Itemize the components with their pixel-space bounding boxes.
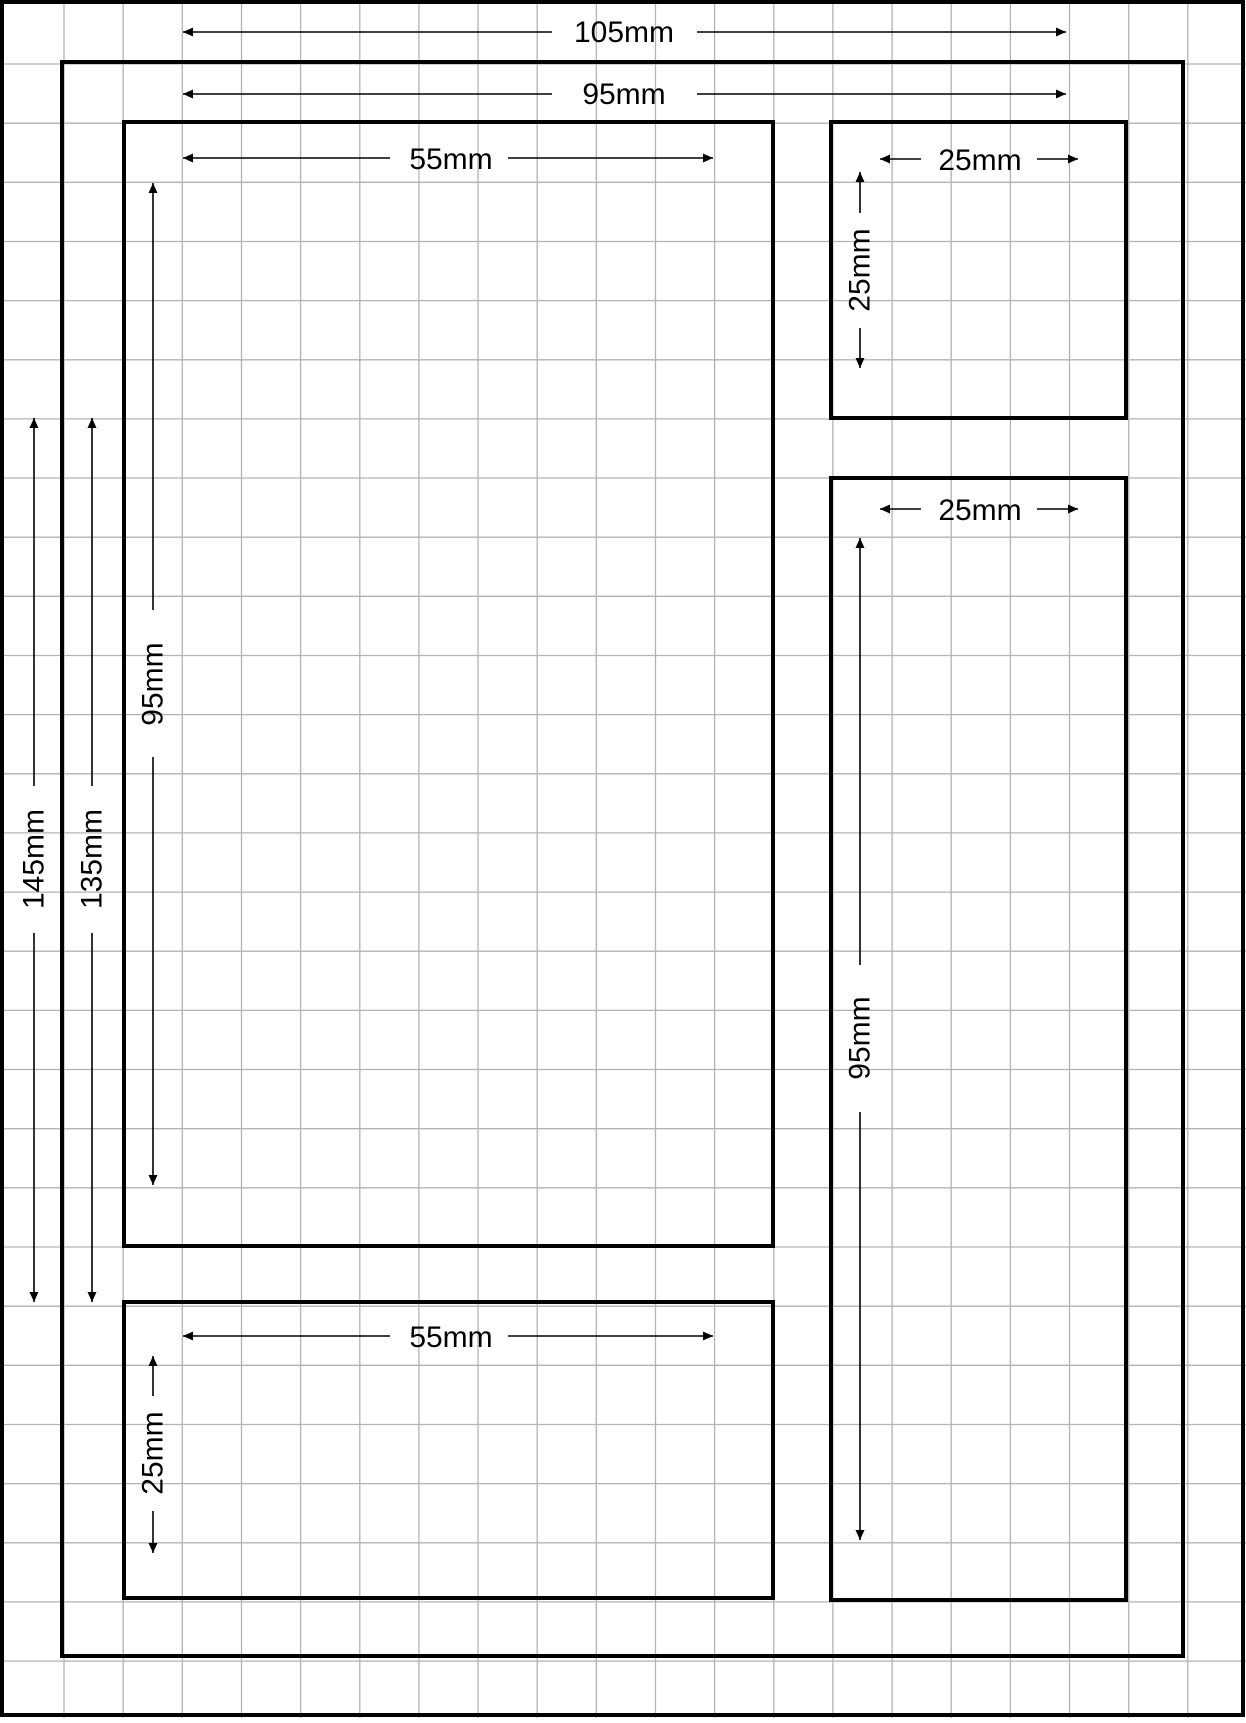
dim-tall-panel-width-label: 25mm [938,494,1022,527]
dim-bottom-panel-height-label: 25mm [136,1411,170,1495]
dim-small-square-height-label: 25mm [843,228,877,312]
dim-inner-width-label: 95mm [582,78,666,111]
dim-small-square-width-label: 25mm [938,144,1022,177]
dim-outer-height-label: 145mm [17,808,51,910]
dim-tall-panel-height-label: 95mm [843,996,877,1080]
dim-large-panel-width-label: 55mm [409,143,493,176]
dim-bottom-panel-width-label: 55mm [409,1321,493,1354]
dim-inner-height-label: 135mm [75,808,109,910]
dim-large-panel-height-label: 95mm [136,642,170,726]
dim-outer-width-label: 105mm [573,16,675,49]
